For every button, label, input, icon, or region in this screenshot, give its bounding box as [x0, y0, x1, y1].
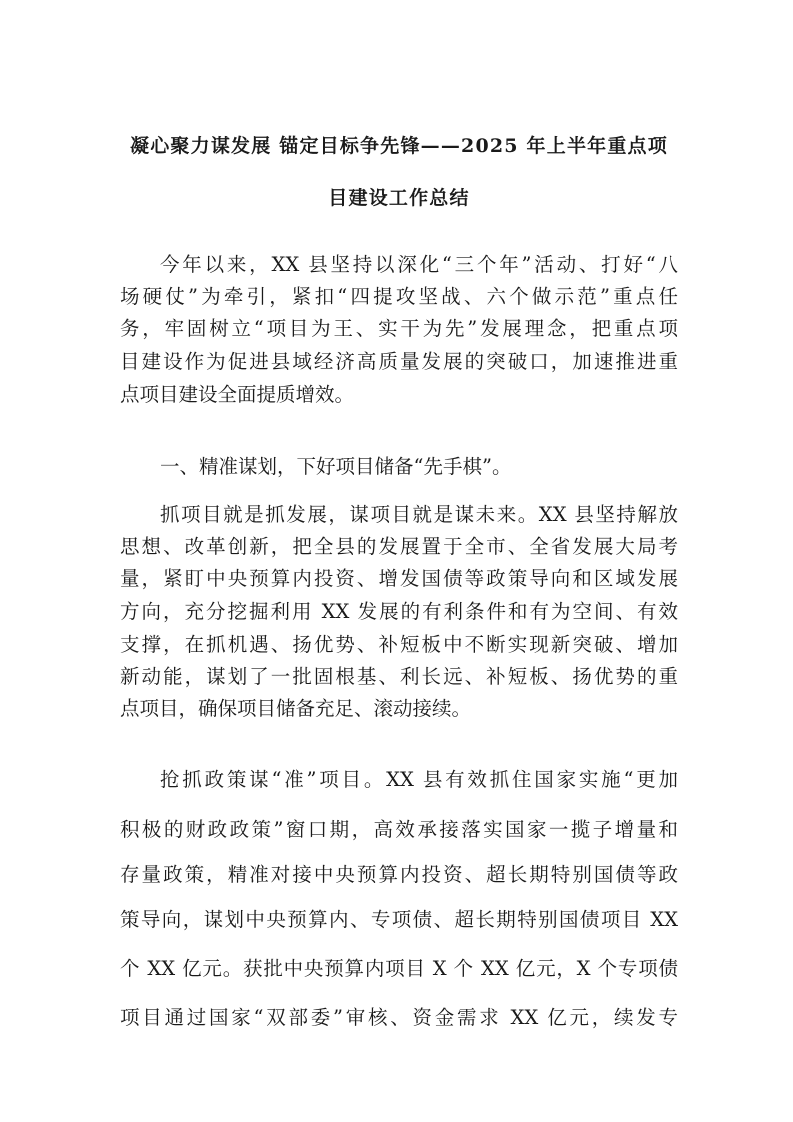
paragraph-line: 项目通过国家“双部委”审核、资金需求 XX 亿元，续发专	[120, 1006, 678, 1029]
document-title-line-2: 目建设工作总结	[328, 187, 470, 209]
paragraph-line: 策导向，谋划中央预算内、专项债、超长期特别国债项目 XX	[120, 908, 678, 931]
paragraph-line: 场硬仗”为牵引，紧扣“四提攻坚战、六个做示范”重点任	[120, 285, 678, 308]
paragraph-line: 积极的财政政策”窗口期，高效承接落实国家一揽子增量和	[120, 818, 678, 841]
paragraph-line: 点项目建设全面提质增效。	[120, 383, 355, 406]
section-heading: 一、精准谋划，下好项目储备“先手棋”。	[160, 455, 512, 478]
paragraph-line: 存量政策，精准对接中央预算内投资、超长期特别国债等政	[120, 863, 678, 886]
paragraph-line: 方向，充分挖掘利用 XX 发展的有利条件和有为空间、有效	[120, 600, 678, 623]
paragraph-line: 抢抓政策谋“准”项目。XX 县有效抓住国家实施“更加	[160, 768, 678, 791]
paragraph-line: 思想、改革创新，把全县的发展置于全市、全省发展大局考	[120, 535, 678, 558]
paragraph-line: 目建设作为促进县域经济高质量发展的突破口，加速推进重	[120, 350, 678, 373]
paragraph-line: 新动能，谋划了一批固根基、利长远、补短板、扬优势的重	[120, 665, 678, 688]
paragraph-line: 点项目，确保项目储备充足、滚动接续。	[120, 697, 472, 720]
document-title-line-1: 凝心聚力谋发展 锚定目标争先锋——2025 年上半年重点项	[130, 135, 668, 157]
paragraph-line: 抓项目就是抓发展，谋项目就是谋未来。XX 县坚持解放	[160, 503, 678, 526]
paragraph-line: 今年以来，XX 县坚持以深化“三个年”活动、打好“八	[160, 253, 678, 276]
paragraph-line: 务，牢固树立“项目为王、实干为先”发展理念，把重点项	[120, 317, 678, 340]
paragraph-line: 量，紧盯中央预算内投资、增发国债等政策导向和区域发展	[120, 567, 678, 590]
paragraph-line: 个 XX 亿元。获批中央预算内项目 X 个 XX 亿元，X 个专项债	[120, 957, 678, 980]
paragraph-line: 支撑，在抓机遇、扬优势、补短板中不断实现新突破、增加	[120, 633, 678, 656]
